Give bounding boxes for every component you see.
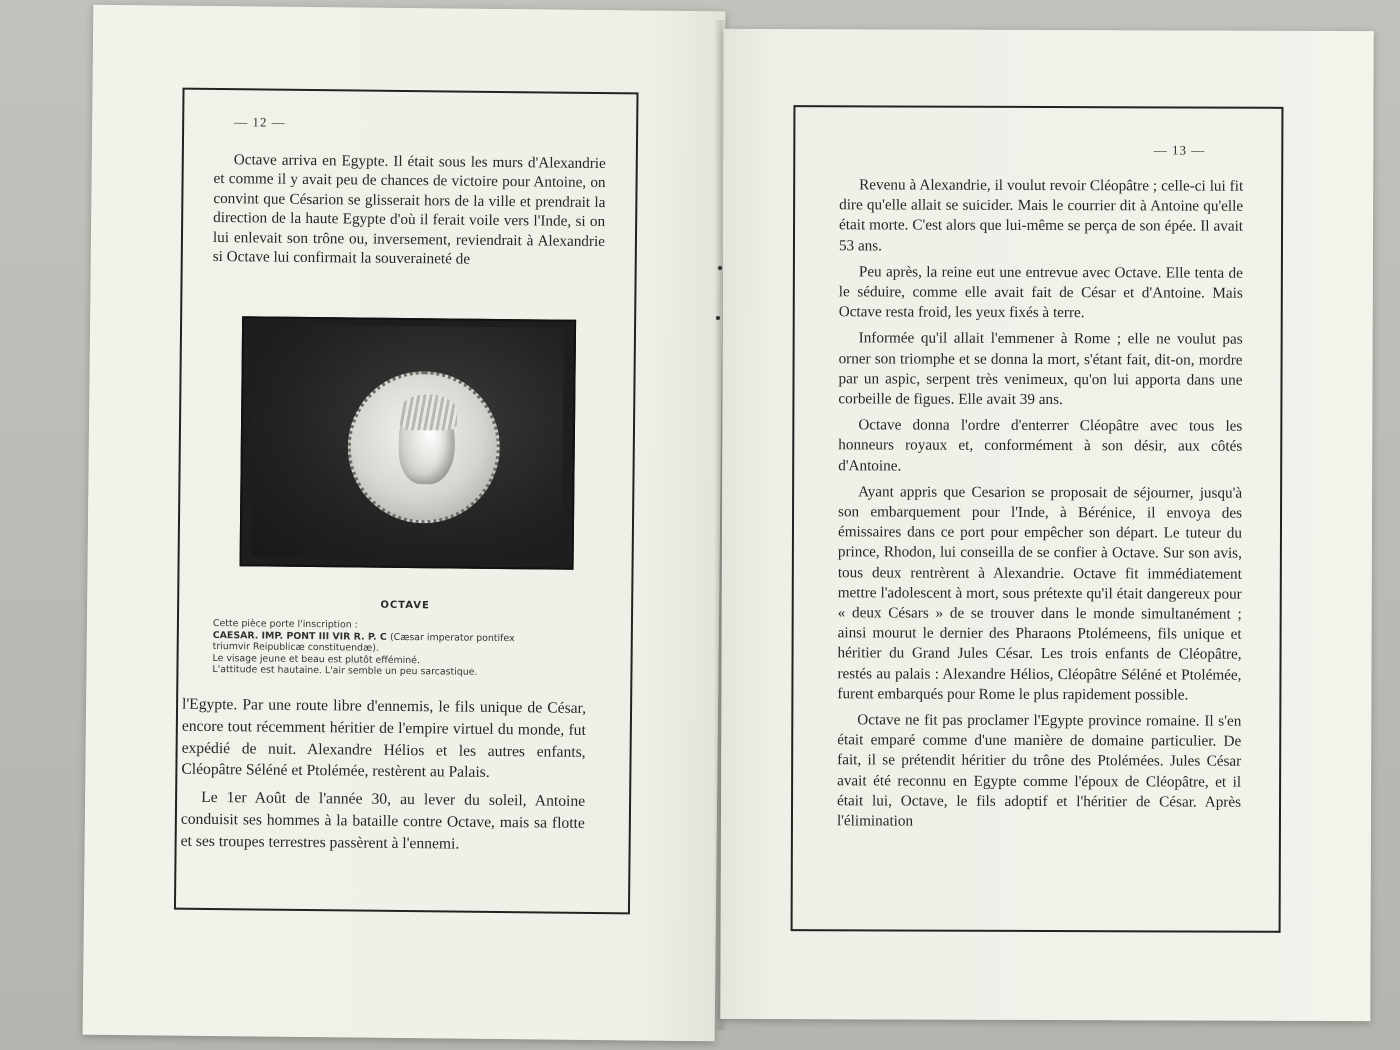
caption-line: L'attitude est hautaine. L'air semble un peu sarcastique. xyxy=(212,664,478,679)
page-number-right: — 13 — xyxy=(1153,142,1206,158)
paragraph: Revenu à Alexandrie, il voulut revoir Cléopâtre ; celle-ci lui fit dire qu'elle allait se suicider. Mais le courrier dit à Antoine qu'elle était morte. C'est alors que lui-même se perça de son épée. Il avait 53 ans. xyxy=(838,176,1244,255)
right-page-text xyxy=(837,175,1243,839)
paragraph: Octave donna l'ordre d'enterrer Cléopâtre avec tous les honneurs royaux et, conformément à son désir, aux côtés d'Antoine. xyxy=(838,416,1243,475)
figure-title: OCTAVE xyxy=(380,599,430,612)
paragraph: Octave arriva en Egypte. Il était sous les murs d'Alexandrie et comme il y avait peu de chances de victoire pour Antoine, on convint que Césarion se glisserait hors de la ville et prendrait la direction de la haute Egypte d'où il ferait voile vers l'Inde, si on lui enlevait son trône ou, inversement, reviendrait à Alexandrie si Octave lui confirmait la souveraineté de xyxy=(212,151,606,268)
left-top-text xyxy=(213,150,606,277)
page-number-left: — 12 — xyxy=(234,114,286,130)
paragraph: Ayant appris que Cesarion se proposait de séjourner, jusqu'à son embarquement pour l'Inde, à Bérénice, il envoya des émissaires dans ce port pour empêcher son départ. Le tuteur du prince, Rhodon, lui conseilla de se confier à Octave. Sur son avis, tous deux rentrèrent à Alexandrie. Octave fit immédiatement mettre l'adolescent à mort, sous prétexte qu'il était dangereux pour « deux Césars » de se trouver dans le monde simultanément ; ainsi mourut le dernier des Pharaons Ptolémeens, fils unique et héritier du Grand Jules César. Les trois enfants de Cléopâtre, restés au palais : Alexandre Hélios, Cléopâtre Séléné et Ptolémée, furent embarqués pour Rome le plus rapidement possible. xyxy=(837,483,1243,704)
left-page-frame xyxy=(174,88,639,915)
caption-inscription-translation: (Cæsar imperator pontifex xyxy=(389,631,515,644)
caption-line: Le visage jeune et beau est plutôt efféminé. xyxy=(212,652,421,666)
caption-line: Cette pièce porte l'inscription : xyxy=(212,618,358,631)
coin-photograph xyxy=(240,316,577,569)
caption-inscription-text: CAESAR. IMP. PONT III VIR R. P. C xyxy=(212,629,387,643)
paragraph: Octave ne fit pas proclamer l'Egypte province romaine. Il s'en était emparé comme d'une manière de domaine particulier. De fait, il se prétendit héritier du trône des Ptolémées. Jules César avait été reconnu en Egypte comme l'époux de Cléopâtre, et il était lui, Octave, le fils adoptif et l'héritier de César. Après l'élimination xyxy=(836,711,1242,830)
right-page xyxy=(720,29,1373,1021)
figure-caption xyxy=(212,618,593,680)
left-bottom-text xyxy=(180,694,586,863)
coin-image xyxy=(347,370,501,524)
paragraph: Le 1er Août de l'année 30, au lever du soleil, Antoine conduisit ses hommes à la bataille contre Octave, mais sa flotte et ses troupes terrestres passèrent à l'ennemi. xyxy=(180,789,586,853)
paragraph: l'Egypte. Par une route libre d'ennemis, le fils unique de César, encore tout récemment héritier de l'empire virtuel du monde, fut expédié de nuit. Alexandre Hélios et les autres enfants, Cléopâtre Séléné et Ptolémée, restèrent au Palais. xyxy=(181,695,587,782)
paragraph: Informée qu'il allait l'emmener à Rome ; elle ne voulut pas orner son triomphe et se donna la mort, s'étant fait, dit-on, mordre par un aspic, serpent très venimeux, qu'on lui apporta dans une corbeille de figues. Elle avait 39 ans. xyxy=(838,329,1243,409)
binding-staple xyxy=(718,266,722,270)
binding-staple xyxy=(716,316,720,320)
paragraph: Peu après, la reine eut une entrevue avec Octave. Elle tenta de le séduire, comme elle avait fait de César et d'Antoine. Mais Octave resta froid, les yeux fixés à terre. xyxy=(838,263,1243,322)
left-page xyxy=(83,5,726,1042)
right-page-frame xyxy=(791,105,1284,933)
caption-line: triumvir Reipublicæ constituendæ). xyxy=(212,641,379,654)
